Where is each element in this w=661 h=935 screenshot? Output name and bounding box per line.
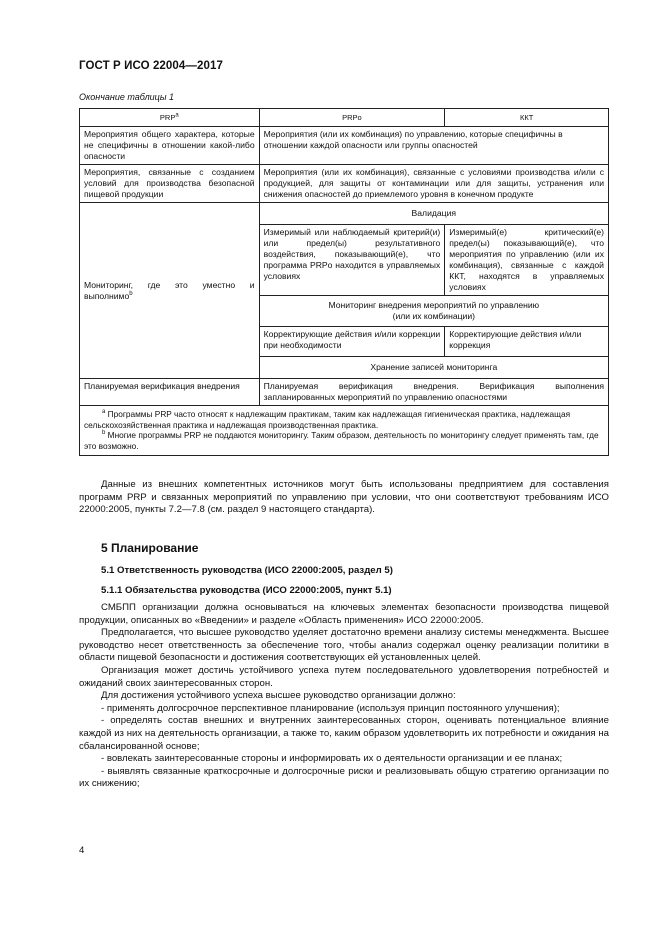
section-body [79, 602, 609, 791]
col-header-kkt: ККТ [445, 109, 609, 127]
list-item: - вовлекать заинтересованные стороны и информировать их о деятельности организации и ее планах; [101, 753, 563, 765]
table-footnotes-row [80, 406, 609, 456]
table-1 [79, 108, 609, 456]
list-item: - применять долгосрочное перспективное планирование (используя принцип постоянного улучшения); [101, 702, 560, 714]
table-cell: Мероприятия, связанные с созданием условий для производства безопасной пищевой продукции [80, 165, 260, 203]
table-cell: Планируемая верификация внедрения [80, 379, 260, 406]
paragraph: СМБПП организации должна основываться на ключевых элементах безопасности производства пищевой продукции, описанных во «Введении» и разделе «Область применения» ИСО 22000:2005. [79, 602, 609, 626]
table-cell: Планируемая верификация внедрения. Верификация выполнения запланированных мероприятий по управлению опасностями [259, 379, 608, 406]
table-cell-monitoring: Мониторинг, где это уместно и выполнимо$^b$ [80, 203, 260, 379]
table-row [80, 379, 609, 406]
table-cell-monitoring-impl: Мониторинг внедрения мероприятий по управлению (или их комбинации) [259, 296, 608, 327]
table-row [80, 127, 609, 165]
section-title: 5 Планирование [101, 541, 199, 555]
footnote-a: $^а$ Программы PRP часто относят к надлежащим практикам, таким как надлежащая гигиеническая практика, надлежащая сельскохозяйственная практика и надлежащая производственная практика. [84, 409, 571, 430]
table-cell-records: Хранение записей мониторинга [259, 357, 608, 379]
after-table-paragraph: Данные из внешних компетентных источников могут быть использованы предприятием для составления программ PRP и связанных мероприятий по управлению при условии, что они соответствуют требованиям ИСО 22000:2005, пункты 7.2—7.8 (см. раздел 9 настоящего стандарта). [79, 479, 609, 516]
footnote-b: $^b$ Многие программы PRP не поддаются мониторингу. Таким образом, деятельность по мониторингу следует применять там, где это возможно. [84, 430, 599, 451]
paragraph: Для достижения устойчивого успеха высшее руководство организации должно: [101, 690, 456, 702]
paragraph: Организация может достичь устойчивого успеха путем последовательного удовлетворения потребностей и ожиданий своих заинтересованных сторон. [79, 664, 609, 689]
list-item: - определять состав внешних и внутренних заинтересованных сторон, оценивать потенциальное влияние каждой из них на деятельность организации, а также то, каким образом удовлетворить их потребности и ожидания на сбалансированной основе; [79, 715, 609, 752]
table-cell: Мероприятия (или их комбинация) по управлению, которые специфичны в отношении каждой опасности или группы опасностей [259, 127, 608, 165]
table-cell: Корректирующие действия и/или коррекция [445, 327, 609, 357]
page-number: 4 [79, 845, 85, 856]
table-cell: Измеримый(е) критический(е) предел(ы) показывающий(е), что мероприятия по управлению (или их комбинация), связанные с каждой ККТ, находятся в управляемых условиях [445, 225, 609, 296]
table-header-row [80, 109, 609, 127]
subsection-title: 5.1.1 Обязательства руководства (ИСО 22000:2005, пункт 5.1) [101, 585, 392, 596]
table-cell: Корректирующие действия и/или коррекции при необходимости [259, 327, 445, 357]
table-footnotes [80, 406, 609, 456]
document-header: ГОСТ Р ИСО 22004—2017 [79, 60, 224, 72]
list-item: - выявлять связанные краткосрочные и долгосрочные риски и реализовывать общую стратегию организации по их снижению; [79, 765, 609, 790]
col-header-prpo: PRPo [259, 109, 445, 127]
table-caption: Окончание таблицы 1 [79, 92, 174, 102]
table-cell: Мероприятия общего характера, которые не специфичны в отношении какой-либо опасности [80, 127, 260, 165]
subsection-title: 5.1 Ответственность руководства (ИСО 22000:2005, раздел 5) [101, 565, 393, 576]
table-cell: Измеримый или наблюдаемый критерий(и) или предел(ы) результативного воздействия, показывающий(е), что программа PRPo находится в управляемых условиях [259, 225, 445, 296]
table-cell-validation: Валидация [259, 203, 608, 225]
table-row [80, 203, 609, 225]
table-cell: Мероприятия (или их комбинация), связанные с условиями производства и/или с продукцией, для защиты от контаминации или для защиты, устранения или снижения опасностей до приемлемого уровня в конечном продукте [259, 165, 608, 203]
table-row [80, 165, 609, 203]
col-header-prp: $PRP^а$ [80, 109, 260, 127]
paragraph: Предполагается, что высшее руководство уделяет достаточно времени анализу системы менеджмента. Высшее руководство несет ответственность за обеспечение того, чтобы анализ содержал оценку реализации политики в области пищевой безопасности и достижения соответствующих ей установленных целей. [79, 627, 609, 664]
